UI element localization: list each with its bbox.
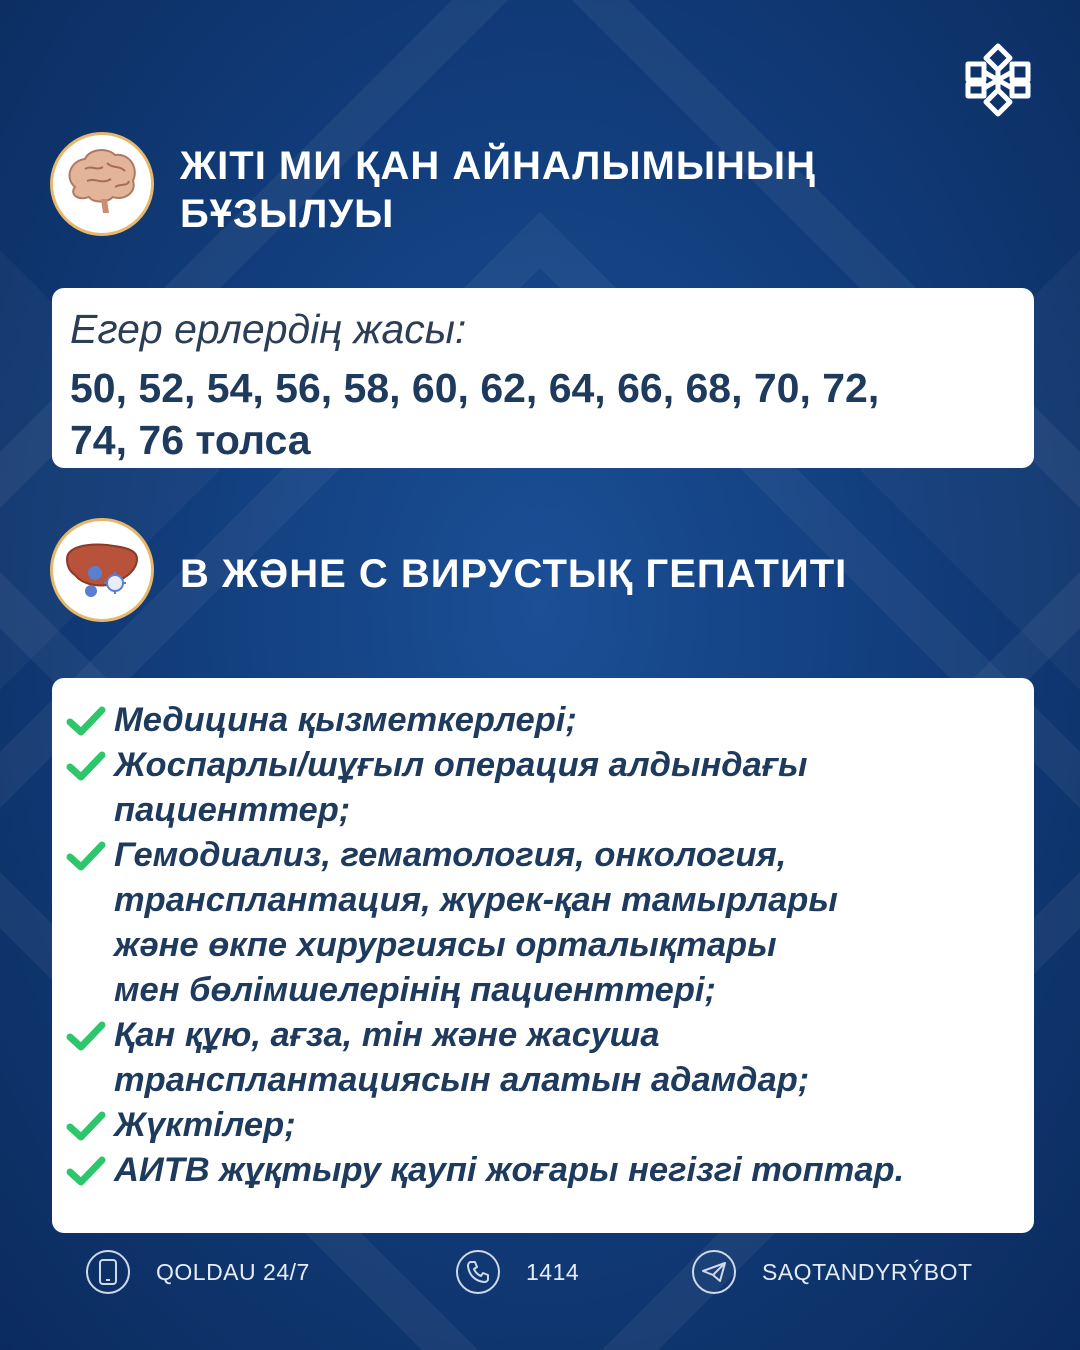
checkmark-icon <box>66 698 114 743</box>
age-values-line2: 74, 76 толса <box>70 417 311 463</box>
checkmark-icon <box>66 1013 114 1058</box>
snowflake-logo-icon <box>958 40 1038 120</box>
checkmark-icon <box>66 833 114 878</box>
list-item-text: Жоспарлы/шұғыл операция алдындағы пациенттер; <box>114 746 808 829</box>
age-values-line1: 50, 52, 54, 56, 58, 60, 62, 64, 66, 68, 70, 72, <box>70 365 880 411</box>
footer-hotline[interactable] <box>456 1250 579 1294</box>
list-item <box>66 1148 1016 1193</box>
footer-telegram[interactable] <box>692 1250 973 1294</box>
footer-telegram-label: SAQTANDYRÝBOT <box>762 1258 973 1285</box>
section1-title-line2: БҰЗЫЛУЫ <box>180 192 395 236</box>
age-values <box>70 362 1016 466</box>
list-item-text: Гемодиализ, гематология, онкология, трансплантация, жүрек-қан тамырлары және өкпе хирургиясы орталықтары мен бөлімшелерінің пациенттері; <box>114 836 838 1009</box>
list-item-text: Жүктілер; <box>114 1106 296 1144</box>
footer-support-label: QOLDAU 24/7 <box>156 1258 310 1285</box>
list-item-text: Медицина қызметкерлері; <box>114 701 577 739</box>
list-item <box>66 1013 1016 1103</box>
brain-icon <box>50 132 154 236</box>
footer-support[interactable] <box>86 1250 310 1294</box>
checkmark-icon <box>66 1103 114 1148</box>
liver-virus-icon <box>50 518 154 622</box>
risk-groups-card <box>52 678 1034 1233</box>
checkmark-icon <box>66 1148 114 1193</box>
section2-title: В ЖӘНЕ С ВИРУСТЫҚ ГЕПАТИТІ <box>180 552 848 596</box>
list-item <box>66 833 1016 1013</box>
footer-hotline-label: 1414 <box>526 1258 580 1285</box>
list-item <box>66 698 1016 743</box>
section1-title <box>180 142 816 238</box>
footer <box>0 1240 1080 1304</box>
list-item-text: Қан құю, ағза, тін және жасуша трансплантациясын алатын адамдар; <box>114 1016 810 1099</box>
section1-title-line1: ЖІТІ МИ ҚАН АЙНАЛЫМЫНЫҢ <box>180 144 816 188</box>
list-item <box>66 743 1016 833</box>
risk-groups-list <box>66 698 1016 1193</box>
telegram-icon <box>692 1250 736 1294</box>
call-icon <box>456 1250 500 1294</box>
age-intro: Егер ерлердің жасы: <box>70 306 467 352</box>
list-item <box>66 1103 1016 1148</box>
phone-icon <box>86 1250 130 1294</box>
list-item-text: АИТВ жұқтыру қаупі жоғары негізгі топтар. <box>114 1151 905 1189</box>
checkmark-icon <box>66 743 114 788</box>
age-card <box>52 288 1034 468</box>
